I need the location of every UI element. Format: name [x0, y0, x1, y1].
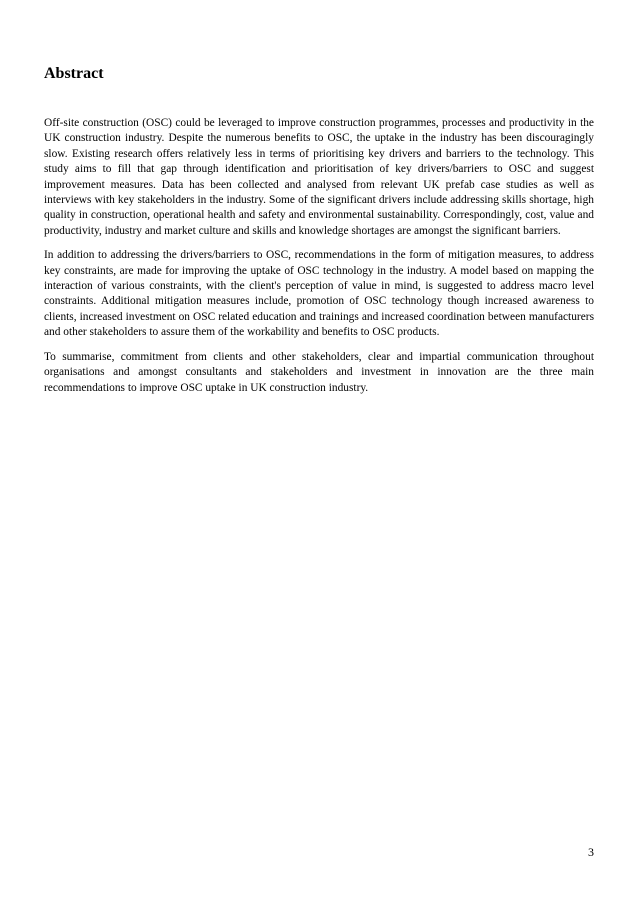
- abstract-heading: Abstract: [44, 65, 104, 82]
- abstract-body: [44, 116, 594, 405]
- abstract-paragraph-2: In addition to addressing the drivers/barriers to OSC, recommendations in the form of mitigation measures, to address key constraints, are made for improving the uptake of OSC technology in the industry. A model based on mapping the interaction of various constraints, with the client's perception of value in mind, is suggested to address macro level constraints. Additional mitigation measures include, promotion of OSC technology though increased awareness to clients, increased investment on OSC related education and trainings and increased coordination between manufacturers and other stakeholders to assure them of the workability and benefits to OSC products.: [44, 249, 594, 339]
- abstract-paragraph-3: To summarise, commitment from clients and other stakeholders, clear and impartial communication throughout organisations and amongst consultants and stakeholders and investment in innovation are the three main recommendations to improve OSC uptake in UK construction industry.: [44, 350, 594, 394]
- page-number: 3: [588, 845, 594, 859]
- abstract-paragraph-1: Off-site construction (OSC) could be leveraged to improve construction programmes, processes and productivity in the UK construction industry. Despite the numerous benefits to OSC, the uptake in the industry has been discouragingly slow. Existing research offers relatively less in terms of prioritising key drivers and barriers to the technology. This study aims to fill that gap through identification and prioritisation of key drivers/barriers to OSC and suggest improvement measures. Data has been collected and analysed from relevant UK prefab case studies as well as interviews with key stakeholders in the industry. Some of the significant drivers include addressing skills shortage, high quality in construction, operational health and safety and environmental sustainability. Correspondingly, cost, value and productivity, industry and market culture and skills and knowledge shortages are amongst the significant barriers.: [44, 117, 594, 237]
